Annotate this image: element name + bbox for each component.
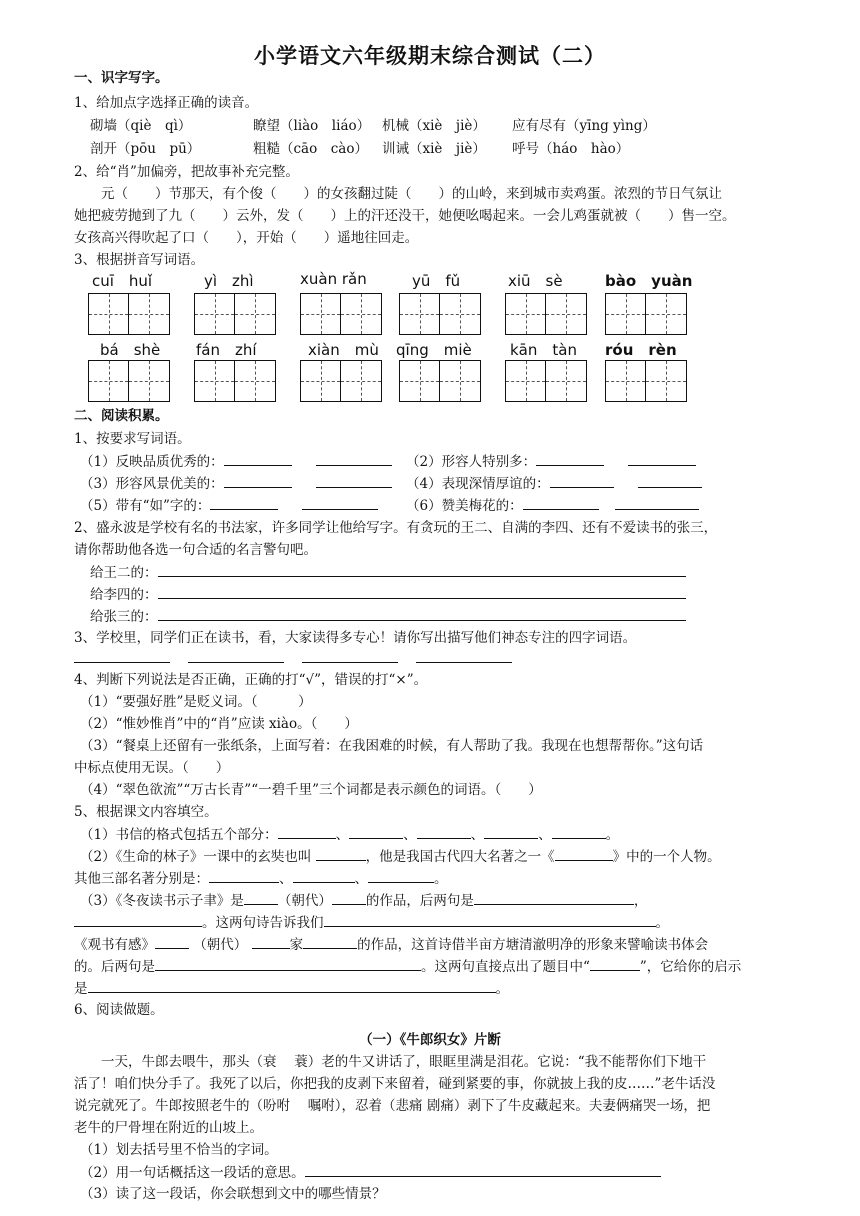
word-item-2: （2）形容人特别多： xyxy=(406,451,696,472)
answer-blank[interactable] xyxy=(158,606,686,621)
answer-box[interactable] xyxy=(605,293,687,335)
answer-blank[interactable] xyxy=(188,648,284,663)
q1-2-prompt: 2、给“肖”加偏旁，把故事补充完整。 xyxy=(74,164,299,180)
answer-blank[interactable] xyxy=(523,495,599,510)
judge-2: （2）“惟妙惟肖”中的“肖”应读 xiào。（ ） xyxy=(80,716,358,732)
answer-blank[interactable] xyxy=(638,473,702,488)
answer-blank[interactable] xyxy=(615,495,699,510)
quote-for-zhangsan: 给张三的： xyxy=(90,606,686,627)
story-line-2: 她把疲劳抛到了九（ ）云外，发（ ）上的汗还没干，她便吆喝起来。一会儿鸡蛋就被（ ）售一空。 xyxy=(74,208,736,224)
judge-4: （4）“翠色欲流”“万古长青”“一碧千里”三个词都是表示颜色的词语。（ ） xyxy=(80,782,542,798)
pinyin-row-1: cuī huǐ yì zhì xuàn rǎn yū fǔ xiū sè bào yuàn xyxy=(92,270,693,290)
answer-blank[interactable] xyxy=(349,824,403,839)
fill-1: （1）书信的格式包括五个部分： 、 、 、 、 。 xyxy=(80,824,619,845)
answer-blank[interactable] xyxy=(303,934,357,949)
answer-blank[interactable] xyxy=(155,956,421,971)
fill-2b: 其他三部名著分别是： 、 、 。 xyxy=(74,868,448,889)
passage-q3: （3）读了这一段话，你会联想到文中的哪些情景？ xyxy=(80,1186,386,1202)
answer-blank[interactable] xyxy=(536,451,604,466)
answer-blank[interactable] xyxy=(302,495,378,510)
answer-box[interactable] xyxy=(605,360,687,402)
answer-blank[interactable] xyxy=(552,824,606,839)
answer-blank[interactable] xyxy=(302,648,398,663)
answer-box[interactable] xyxy=(194,293,276,335)
page-title: 小学语文六年级期末综合测试（二） xyxy=(254,44,606,68)
answer-blank[interactable] xyxy=(316,451,392,466)
answer-box[interactable] xyxy=(399,360,481,402)
q2-5-prompt: 5、根据课文内容填空。 xyxy=(74,804,218,820)
quote-for-lisi: 给李四的： xyxy=(90,584,686,605)
word-item-1: （1）反映品质优秀的： xyxy=(80,451,392,472)
answer-blank[interactable] xyxy=(224,451,292,466)
answer-blank[interactable] xyxy=(74,648,170,663)
answer-blank[interactable] xyxy=(316,846,366,861)
answer-blank[interactable] xyxy=(224,473,292,488)
q1-3-prompt: 3、根据拼音写词语。 xyxy=(74,252,205,268)
answer-blank[interactable] xyxy=(74,912,202,927)
passage-q1: （1）划去括号里不恰当的字词。 xyxy=(80,1142,278,1158)
q1-1-prompt: 1、给加点字选择正确的读音。 xyxy=(74,95,259,111)
judge-1: （1）“要强好胜”是贬义词。（ ） xyxy=(80,694,312,710)
section-2-heading: 二、阅读积累。 xyxy=(74,408,169,424)
answer-blank[interactable] xyxy=(158,562,686,577)
judge-3a: （3）“餐桌上还留有一张纸条，上面写着：在我困难的时候，有人帮助了我。我现在也想帮帮你。”这句话 xyxy=(80,738,704,754)
answer-blank[interactable] xyxy=(252,934,290,949)
answer-blank[interactable] xyxy=(484,824,538,839)
answer-blank[interactable] xyxy=(590,956,640,971)
fill-3a: （3）《冬夜读书示子聿》是 （朝代） 的作品，后两句是 ， xyxy=(80,890,647,911)
word-item-4: （4）表现深情厚谊的： xyxy=(406,473,702,494)
passage-line-2: 活了！咱们快分手了。我死了以后，你把我的皮剥下来留着，碰到紧要的事，你就披上我的皮……”老牛话没 xyxy=(74,1076,716,1092)
answer-blank[interactable] xyxy=(209,868,279,883)
answer-box[interactable] xyxy=(505,293,587,335)
q2-2-line-1: 2、盛永波是学校有名的书法家，许多同学让他给写字。有贪玩的王二、自满的李四、还有不爱读书的张三， xyxy=(74,520,718,536)
answer-blank[interactable] xyxy=(155,934,189,949)
q2-4-prompt: 4、判断下列说法是否正确，正确的打“√”，错误的打“×”。 xyxy=(74,672,428,688)
answer-blank[interactable] xyxy=(324,912,656,927)
answer-blank[interactable] xyxy=(88,978,496,993)
q2-6-prompt: 6、阅读做题。 xyxy=(74,1002,164,1018)
q2-3-prompt: 3、学校里，同学们正在读书，看，大家读得多专心！请你写出描写他们神态专注的四字词语。 xyxy=(74,630,637,646)
fill-3d: 的。后两句是 。这两句直接点出了题目中“ ”，它给你的启示 xyxy=(74,956,741,977)
answer-blank[interactable] xyxy=(416,648,512,663)
passage-line-3: 说完就死了。牛郎按照老牛的（吩咐 嘱咐），忍着（悲痛 剧痛）剥下了牛皮藏起来。夫妻俩痛哭一场，把 xyxy=(74,1098,711,1114)
answer-box[interactable] xyxy=(300,360,382,402)
fill-2: （2）《生命的林子》一课中的玄奘也叫 ，他是我国古代四大名著之一《 》中的一个人物。 xyxy=(80,846,721,867)
section-1-heading: 一、识字写字。 xyxy=(74,70,169,86)
answer-blank[interactable] xyxy=(316,473,392,488)
story-line-1: 元（ ）节那天，有个俊（ ）的女孩翻过陡（ ）的山岭，来到城市卖鸡蛋。浓烈的节日气氛让 xyxy=(74,186,722,202)
answer-box[interactable] xyxy=(194,360,276,402)
q2-2-line-2: 请你帮助他各选一句合适的名言警句吧。 xyxy=(74,542,317,558)
answer-blank[interactable] xyxy=(210,495,278,510)
passage-line-4: 老牛的尸骨埋在附近的山坡上。 xyxy=(74,1120,263,1136)
answer-blank[interactable] xyxy=(293,868,355,883)
q2-3-blanks xyxy=(74,648,512,669)
q2-1-prompt: 1、按要求写词语。 xyxy=(74,431,191,447)
answer-box[interactable] xyxy=(300,293,382,335)
word-item-5: （5）带有“如”字的： xyxy=(80,495,378,516)
fill-3b: 。这两句诗告诉我们 。 xyxy=(74,912,669,933)
pinyin-row-2: bá shè fán zhí xiàn mù qīng miè kān tàn róu rèn xyxy=(100,341,677,359)
answer-box[interactable] xyxy=(88,360,170,402)
answer-blank[interactable] xyxy=(628,451,696,466)
answer-blank[interactable] xyxy=(417,824,471,839)
fill-3c: 《观书有感》 （朝代） 家 的作品，这首诗借半亩方塘清澈明净的形象来譬喻读书体会 xyxy=(74,934,708,955)
word-item-6: （6）赞美梅花的： xyxy=(406,495,699,516)
answer-blank[interactable] xyxy=(550,473,614,488)
answer-box[interactable] xyxy=(399,293,481,335)
story-line-3: 女孩高兴得吹起了口（ ），开始（ ）遥地往回走。 xyxy=(74,230,419,246)
passage-line-1: 一天，牛郎去喂牛，那头（衰 蓑）老的牛又讲话了，眼眶里满是泪花。它说：“我不能帮你们下地干 xyxy=(74,1054,707,1070)
answer-blank[interactable] xyxy=(555,846,613,861)
answer-blank[interactable] xyxy=(278,824,336,839)
answer-blank[interactable] xyxy=(332,890,366,905)
answer-blank[interactable] xyxy=(305,1162,661,1177)
answer-blank[interactable] xyxy=(244,890,278,905)
answer-blank[interactable] xyxy=(158,584,686,599)
passage-title: （一）《牛郎织女》片断 xyxy=(359,1032,501,1048)
answer-box[interactable] xyxy=(88,293,170,335)
answer-box[interactable] xyxy=(505,360,587,402)
fill-3e: 是 。 xyxy=(74,978,509,999)
answer-blank[interactable] xyxy=(368,868,434,883)
quote-for-wanger: 给王二的： xyxy=(90,562,686,583)
word-item-3: （3）形容风景优美的： xyxy=(80,473,392,494)
answer-blank[interactable] xyxy=(474,890,634,905)
passage-q2: （2）用一句话概括这一段话的意思。 xyxy=(80,1162,661,1183)
judge-3b: 中标点使用无误。（ ） xyxy=(74,760,230,776)
exam-page: 小学语文六年级期末综合测试（二） 一、识字写字。 1、给加点字选择正确的读音。 砌墙（qiè qì） 瞭望（liào liáo） 机械（xiè jiè） 应有尽有（yīng yìng） 剖开（pōu pū） 粗糙（cāo cào） 训诫（xiè jiè） 呼号（háo hào） 2、给“肖”加偏旁，把故事补充完整。 元（ ）节那天，有个俊（ ）的女孩翻过陡（ ）的山岭，来到城市卖鸡蛋。浓烈的节日气氛让 她把疲劳抛到了九（ ）云外，发（ ）上的汗还没干，她便吆喝起来。一会儿鸡蛋就被（ ）售一空。 女孩高兴得吹起了口（ ），开始（ ）遥地往回走。 3、根据拼音写词语。 cuī huǐ yì zhì xuàn rǎn yū fǔ xiū sè bào yuàn bá shè fán zhí xiàn mù qīng miè kān tàn róu rèn 二、阅读积累。 1、按要求写词语。 （1）反映品质优秀的： （2）形容人特别多： （3）形容风景优美的： （4）表现深情厚谊的： （5）带有“如”字的： （6）赞美梅花的： 2、盛永波是学校有名的书法家，许多同学让他给写字。有贪玩的王二、自满的李四、还有不爱读书的张三， 请你帮助他各选一句合适的名言警句吧。 给王二的： 给李四的： 给张三的： 3、学校里，同学们正在读书，看，大家读得多专心！请你写出描写他们神态专注的四字词语。 4、判断下列说法是否正确，正确的打“√”，错误的打“×”。 （1）“要强好胜”是贬义词。（ ） （2）“惟妙惟肖”中的“肖”应读 xiào。（ ） （3）“餐桌上还留有一张纸条，上面写着：在我困难的时候，有人帮助了我。我现在也想帮帮你。”这句话 中标点使用无误。（ ） （4）“翠色欲流”“万古长青”“一碧千里”三个词都是表示颜色的词语。（ ） 5、根据课文内容填空。 （1）书信的格式包括五个部分： 、 、 、 、 。 （2）《生命的林子》一课中的玄奘也叫 ，他是我国古代四大名著之一《 》中的一个人物。 其他三部名著分别是： 、 、 。 （3）《冬夜读书示子聿》是 （朝代） 的作品，后两句是 ， 。这两句诗告诉我们 。 《观书有感》 （朝代） 家 的作品，这首诗借半亩方塘清澈明净的形象来譬喻读书体会 的。后两句是 。这两句直接点出了题目中“ ”，它给你的启示 是 。 6、阅读做题。 （一）《牛郎织女》片断 一天，牛郎去喂牛，那头（衰 蓑）老的牛又讲话了，眼眶里满是泪花。它说：“我不能帮你们下地干 活了！咱们快分手了。我死了以后，你把我的皮剥下来留着，碰到紧要的事，你就披上我的皮……”老牛话没 说完就死了。牛郎按照老牛的（吩咐 嘱咐），忍着（悲痛 剧痛）剥下了牛皮藏起来。夫妻俩痛哭一场，把 老牛的尸骨埋在附近的山坡上。 （1）划去括号里不恰当的字词。 （2）用一句话概括这一段话的意思。 （3）读了这一段话，你会联想到文中的哪些情景？ xyxy=(0,0,860,1216)
